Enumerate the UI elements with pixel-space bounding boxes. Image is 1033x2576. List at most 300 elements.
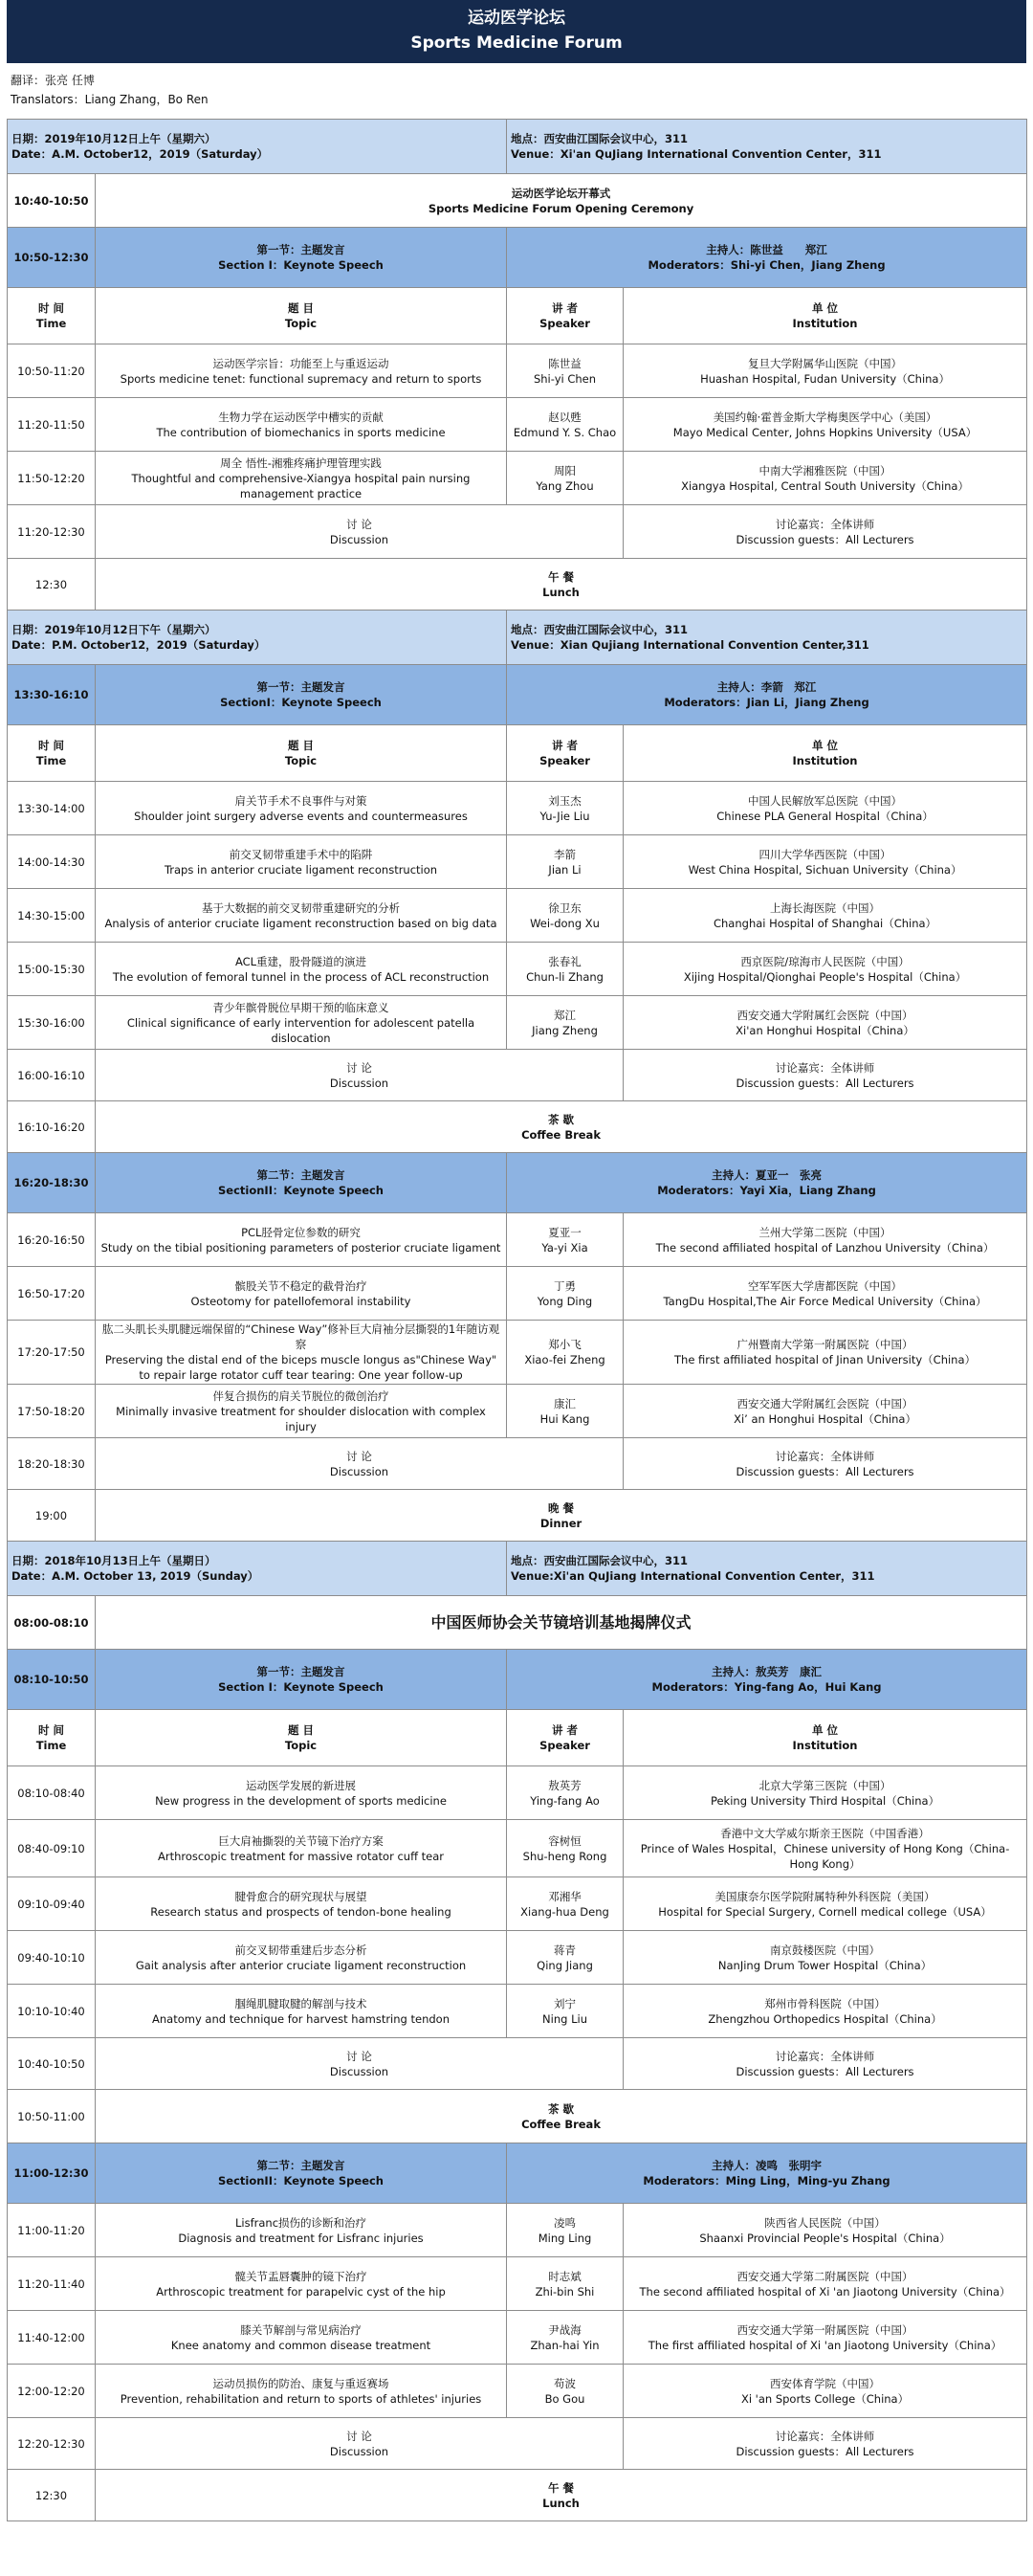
- moderators-en: Moderators：Jian Li，Jiang Zheng: [664, 696, 869, 709]
- venue-zh: 地点：西安曲江国际会议中心，311: [511, 623, 689, 636]
- talk-topic: [96, 1766, 507, 1820]
- lunch-time: 12:30: [8, 559, 96, 611]
- talk-row: [8, 996, 1027, 1050]
- institution-zh: 四川大学华西医院（中国）: [758, 847, 891, 861]
- venue-en: Venue:Xi'an QuJiang International Convention Center，311: [511, 1569, 875, 1583]
- talk-topic: [96, 2311, 507, 2365]
- discussion-zh: 讨 论: [346, 517, 372, 531]
- discussion-label: [96, 505, 624, 559]
- institution-zh: 西京医院/琼海市人民医院（中国）: [740, 954, 910, 968]
- header-institution-en: Institution: [792, 1739, 858, 1752]
- talk-institution: [624, 1877, 1027, 1931]
- speaker-en: Xiang-hua Deng: [520, 1904, 609, 1919]
- dinner-label: [96, 1490, 1027, 1542]
- talk-time: 11:50-12:20: [8, 452, 96, 505]
- opening-ceremony: [96, 174, 1027, 228]
- header-time-zh: 时 间: [37, 1723, 64, 1737]
- topic-en: Osteotomy for patellofemoral instability: [190, 1294, 411, 1308]
- talk-row: [8, 1267, 1027, 1321]
- lunch-time: 12:30: [8, 2470, 96, 2521]
- institution-en: TangDu Hospital,The Air Force Medical University（China）: [663, 1294, 987, 1308]
- dinner-row: [8, 1490, 1027, 1542]
- topic-zh: 生物力学在运动医学中槽实的贡献: [218, 410, 384, 424]
- talk-topic: [96, 1385, 507, 1438]
- topic-en: The evolution of femoral tunnel in the process of ACL reconstruction: [112, 969, 490, 984]
- discussion-guests-en: Discussion guests：All Lecturers: [736, 532, 914, 546]
- header-speaker-zh: 讲 者: [552, 301, 579, 315]
- date-venue-row: [8, 1542, 1027, 1596]
- talk-time: 08:10-08:40: [8, 1766, 96, 1820]
- moderators-en: Moderators：Ying-fang Ao，Hui Kang: [651, 1680, 882, 1694]
- topic-zh: PCL胫骨定位参数的研究: [241, 1225, 361, 1239]
- talk-speaker: [507, 452, 624, 505]
- topic-en: Anatomy and technique for harvest hamstring tendon: [152, 2011, 450, 2026]
- talk-topic: [96, 344, 507, 398]
- dinner-en: Dinner: [539, 1516, 582, 1530]
- discussion-row: [8, 2038, 1027, 2090]
- talk-topic: [96, 2365, 507, 2418]
- talk-time: 09:40-10:10: [8, 1931, 96, 1985]
- topic-zh: 腱骨愈合的研究现状与展望: [234, 1889, 367, 1903]
- talk-row: [8, 835, 1027, 889]
- talk-time: 15:30-16:00: [8, 996, 96, 1050]
- institution-en: The first affiliated hospital of Xi 'an Jiaotong University（China）: [648, 2338, 1002, 2352]
- talk-topic: [96, 782, 507, 835]
- talk-row: [8, 943, 1027, 996]
- opening-zh: 运动医学论坛开幕式: [511, 186, 611, 200]
- talk-row: [8, 344, 1027, 398]
- talk-institution: [624, 344, 1027, 398]
- header-institution-zh: 单 位: [812, 1723, 839, 1737]
- institution-en: Mayo Medical Center, Johns Hopkins University（USA）: [672, 425, 978, 439]
- talk-time: 11:40-12:00: [8, 2311, 96, 2365]
- discussion-guests-en: Discussion guests：All Lecturers: [736, 2444, 914, 2458]
- header-time: [8, 725, 96, 782]
- institution-zh: 美国康奈尔医学院附属特种外科医院（美国）: [714, 1889, 935, 1903]
- speaker-en: Ming Ling: [538, 2231, 592, 2245]
- lunch-row: [8, 559, 1027, 611]
- speaker-zh: 容树恒: [548, 1833, 582, 1848]
- talk-speaker: [507, 1267, 624, 1321]
- talk-institution: [624, 398, 1027, 452]
- institution-zh: 西安交通大学附属红会医院（中国）: [736, 1396, 913, 1410]
- header-time-en: Time: [35, 317, 67, 330]
- date-cell: [8, 611, 507, 665]
- topic-en: Preserving the distal end of the biceps muscle longus as"Chinese Way" to repair large rotator cuff tear tearing: One year follow-up: [104, 1353, 497, 1382]
- talk-speaker: [507, 943, 624, 996]
- opening-time: 10:40-10:50: [8, 174, 96, 228]
- section-row: [8, 2143, 1027, 2204]
- talk-institution: [624, 889, 1027, 943]
- talk-speaker: [507, 835, 624, 889]
- talk-topic: [96, 1820, 507, 1877]
- forum-title-en: Sports Medicine Forum: [410, 33, 623, 53]
- institution-en: Prince of Wales Hospital，Chinese university of Hong Kong（China-Hong Kong）: [640, 1841, 1010, 1871]
- forum-title-bar: [7, 0, 1026, 63]
- topic-zh: ACL重建，股骨隧道的演进: [234, 954, 367, 968]
- header-topic-en: Topic: [284, 754, 318, 767]
- coffee-break-time: 16:10-16:20: [8, 1101, 96, 1153]
- topic-en: Arthroscopic treatment for parapelvic cyst of the hip: [156, 2284, 446, 2298]
- header-speaker-en: Speaker: [539, 317, 590, 330]
- talk-speaker: [507, 2365, 624, 2418]
- moderators-en: Moderators：Yayi Xia，Liang Zhang: [657, 1184, 876, 1197]
- header-speaker-en: Speaker: [539, 754, 590, 767]
- header-institution: [624, 1710, 1027, 1766]
- section-time: 10:50-12:30: [8, 228, 96, 288]
- talk-speaker: [507, 1213, 624, 1267]
- topic-en: Knee anatomy and common disease treatment: [170, 2338, 431, 2352]
- header-time: [8, 288, 96, 344]
- discussion-guests-zh: 讨论嘉宾：全体讲师: [775, 1449, 875, 1463]
- speaker-en: Shu-heng Rong: [522, 1849, 607, 1863]
- discussion-row: [8, 1438, 1027, 1490]
- date-en: Date：A.M. October 13, 2019（Sunday）: [11, 1569, 259, 1583]
- moderators-en: Moderators：Shi-yi Chen，Jiang Zheng: [648, 258, 886, 272]
- topic-en: Shoulder joint surgery adverse events and countermeasures: [134, 809, 468, 823]
- header-row: [8, 1710, 1027, 1766]
- topic-en: New progress in the development of sports medicine: [155, 1793, 447, 1808]
- header-row: [8, 288, 1027, 344]
- institution-zh: 南京鼓楼医院（中国）: [770, 1943, 881, 1957]
- discussion-label: [96, 1438, 624, 1490]
- talk-row: [8, 1213, 1027, 1267]
- talk-speaker: [507, 1820, 624, 1877]
- header-speaker-en: Speaker: [539, 1739, 590, 1752]
- talk-speaker: [507, 1385, 624, 1438]
- venue-cell: [507, 120, 1027, 174]
- section-row: [8, 228, 1027, 288]
- venue-en: Venue：Xian Qujiang International Convention Center,311: [511, 638, 869, 652]
- discussion-en: Discussion: [329, 532, 389, 546]
- header-time: [8, 1710, 96, 1766]
- date-cell: [8, 120, 507, 174]
- topic-zh: 基于大数据的前交叉韧带重建研究的分析: [202, 900, 400, 915]
- discussion-guests-zh: 讨论嘉宾：全体讲师: [775, 1060, 875, 1075]
- header-institution: [624, 725, 1027, 782]
- coffee-break-label: [96, 2090, 1027, 2143]
- speaker-en: Wei-dong Xu: [530, 916, 600, 930]
- header-speaker-zh: 讲 者: [552, 1723, 579, 1737]
- date-venue-row: [8, 120, 1027, 174]
- section-title-zh: 第一节：主题发言: [256, 243, 345, 256]
- discussion-guests-zh: 讨论嘉宾：全体讲师: [775, 2049, 875, 2063]
- topic-en: Thoughtful and comprehensive-Xiangya hospital pain nursing management practice: [131, 471, 471, 500]
- talk-institution: [624, 2365, 1027, 2418]
- moderators: [507, 2143, 1027, 2204]
- talk-topic: [96, 2204, 507, 2257]
- speaker-en: Ning Liu: [542, 2011, 587, 2026]
- institution-zh: 广州暨南大学第一附属医院（中国）: [736, 1338, 913, 1351]
- header-speaker: [507, 288, 624, 344]
- speaker-en: Shi-yi Chen: [533, 371, 597, 386]
- section-time: 16:20-18:30: [8, 1153, 96, 1213]
- institution-zh: 北京大学第三医院（中国）: [758, 1778, 891, 1792]
- topic-zh: 前交叉韧带重建手术中的陷阱: [229, 847, 373, 861]
- header-institution: [624, 288, 1027, 344]
- institution-zh: 西安交通大学第二附属医院（中国）: [736, 2269, 913, 2283]
- moderators-zh: 主持人：凌鸣 张明宇: [712, 2159, 823, 2172]
- talk-topic: [96, 452, 507, 505]
- speaker-zh: 时志斌: [548, 2269, 582, 2283]
- talk-institution: [624, 1820, 1027, 1877]
- discussion-zh: 讨 论: [346, 1060, 372, 1075]
- talk-time: 10:10-10:40: [8, 1985, 96, 2038]
- header-row: [8, 725, 1027, 782]
- institution-en: NanJing Drum Tower Hospital（China）: [717, 1958, 933, 1972]
- talk-row: [8, 1985, 1027, 2038]
- talk-institution: [624, 1321, 1027, 1385]
- talk-row: [8, 782, 1027, 835]
- topic-en: Sports medicine tenet: functional supremacy and return to sports: [120, 371, 482, 386]
- section-time: 11:00-12:30: [8, 2143, 96, 2204]
- section-title: [96, 2143, 507, 2204]
- institution-zh: 上海长海医院（中国）: [770, 900, 881, 915]
- venue-cell: [507, 1542, 1027, 1596]
- ceremony-title: 中国医师协会关节镜培训基地揭牌仪式: [96, 1596, 1027, 1650]
- topic-en: Gait analysis after anterior cruciate ligament reconstruction: [135, 1958, 467, 1972]
- date-zh: 日期：2018年10月13日上午（星期日）: [11, 1554, 216, 1567]
- dinner-zh: 晚 餐: [548, 1500, 575, 1515]
- topic-en: Clinical significance of early intervention for adolescent patella dislocation: [126, 1015, 475, 1045]
- talk-institution: [624, 1931, 1027, 1985]
- institution-zh: 美国约翰·霍普金斯大学梅奥医学中心（美国）: [713, 410, 937, 424]
- coffee-break-row: [8, 2090, 1027, 2143]
- coffee-break-en: Coffee Break: [521, 2117, 601, 2131]
- date-cell: [8, 1542, 507, 1596]
- talk-topic: [96, 398, 507, 452]
- talk-row: [8, 1321, 1027, 1385]
- speaker-zh: 郑小飞: [548, 1338, 582, 1351]
- section-title: [96, 1650, 507, 1710]
- talk-topic: [96, 2257, 507, 2311]
- talk-institution: [624, 2257, 1027, 2311]
- talk-time: 12:00-12:20: [8, 2365, 96, 2418]
- section-title: [96, 1153, 507, 1213]
- institution-zh: 中南大学湘雅医院（中国）: [758, 463, 891, 477]
- discussion-en: Discussion: [329, 1464, 389, 1478]
- talk-row: [8, 889, 1027, 943]
- institution-en: Xi'an Honghui Hospital（China）: [736, 1023, 914, 1037]
- moderators: [507, 1153, 1027, 1213]
- talk-time: 17:50-18:20: [8, 1385, 96, 1438]
- coffee-break-row: [8, 1101, 1027, 1153]
- institution-en: The first affiliated hospital of Jinan University（China）: [674, 1353, 977, 1366]
- topic-zh: 伴复合损伤的肩关节脱位的微创治疗: [212, 1388, 389, 1403]
- talk-row: [8, 452, 1027, 505]
- header-speaker-zh: 讲 者: [552, 739, 579, 752]
- topic-en: Research status and prospects of tendon-bone healing: [150, 1904, 451, 1919]
- topic-en: Study on the tibial positioning parameters of posterior cruciate ligament: [100, 1240, 501, 1255]
- talk-speaker: [507, 344, 624, 398]
- talk-speaker: [507, 782, 624, 835]
- talk-institution: [624, 1213, 1027, 1267]
- discussion-guests-en: Discussion guests：All Lecturers: [736, 1464, 914, 1478]
- speaker-zh: 敖英芳: [548, 1778, 582, 1792]
- header-speaker: [507, 725, 624, 782]
- talk-time: 11:20-11:40: [8, 2257, 96, 2311]
- speaker-zh: 赵以甦: [548, 410, 582, 424]
- speaker-zh: 刘宁: [554, 1996, 577, 2010]
- talk-row: [8, 398, 1027, 452]
- topic-zh: Lisfranc损伤的诊断和治疗: [234, 2215, 367, 2230]
- talk-speaker: [507, 398, 624, 452]
- discussion-zh: 讨 论: [346, 2429, 372, 2443]
- discussion-time: 11:20-12:30: [8, 505, 96, 559]
- ceremony-time: 08:00-08:10: [8, 1596, 96, 1650]
- date-en: Date：A.M. October12，2019（Saturday）: [11, 147, 269, 161]
- translators: [7, 63, 1026, 119]
- talk-row: [8, 2204, 1027, 2257]
- topic-zh: 膝关节解剖与常见病治疗: [240, 2322, 362, 2337]
- talk-time: 14:00-14:30: [8, 835, 96, 889]
- institution-en: Xijing Hospital/Qionghai People's Hospital（China）: [683, 969, 967, 984]
- header-institution-zh: 单 位: [812, 739, 839, 752]
- moderators-zh: 主持人：陈世益 郑江: [706, 243, 827, 256]
- opening-en: Sports Medicine Forum Opening Ceremony: [428, 201, 694, 215]
- speaker-en: Zhan-hai Yin: [530, 2338, 600, 2352]
- header-time-zh: 时 间: [37, 739, 64, 752]
- discussion-time: 10:40-10:50: [8, 2038, 96, 2090]
- section-title-en: SectionI：Keynote Speech: [220, 696, 382, 709]
- talk-institution: [624, 835, 1027, 889]
- institution-en: Shaanxi Provincial People's Hospital（China）: [699, 2231, 951, 2245]
- speaker-zh: 凌鸣: [554, 2215, 577, 2230]
- talk-institution: [624, 2311, 1027, 2365]
- talk-row: [8, 1820, 1027, 1877]
- venue-zh: 地点：西安曲江国际会议中心，311: [511, 1554, 689, 1567]
- topic-en: Minimally invasive treatment for shoulder dislocation with complex injury: [116, 1404, 486, 1433]
- talk-topic: [96, 835, 507, 889]
- speaker-en: Edmund Y. S. Chao: [513, 425, 617, 439]
- speaker-zh: 尹战海: [548, 2322, 582, 2337]
- coffee-break-time: 10:50-11:00: [8, 2090, 96, 2143]
- date-en: Date：P.M. October12，2019（Saturday）: [11, 638, 266, 652]
- coffee-break-zh: 茶 歇: [548, 2101, 575, 2116]
- talk-institution: [624, 1985, 1027, 2038]
- moderators-zh: 主持人：夏亚一 张亮: [712, 1168, 823, 1182]
- topic-en: The contribution of biomechanics in sports medicine: [156, 425, 446, 439]
- section-time: 13:30-16:10: [8, 665, 96, 725]
- moderators: [507, 1650, 1027, 1710]
- speaker-en: Jian Li: [548, 862, 582, 877]
- date-zh: 日期：2019年10月12日上午（星期六）: [11, 132, 216, 145]
- talk-row: [8, 1877, 1027, 1931]
- moderators: [507, 665, 1027, 725]
- header-time-en: Time: [35, 754, 67, 767]
- institution-en: The second affiliated hospital of Xi 'an Jiaotong University（China）: [639, 2284, 1011, 2298]
- section-title-zh: 第二节：主题发言: [256, 2159, 345, 2172]
- talk-time: 13:30-14:00: [8, 782, 96, 835]
- discussion-time: 18:20-18:30: [8, 1438, 96, 1490]
- header-topic: [96, 725, 507, 782]
- discussion-row: [8, 1050, 1027, 1101]
- talk-row: [8, 1385, 1027, 1438]
- discussion-label: [96, 2418, 624, 2470]
- speaker-zh: 徐卫东: [548, 900, 582, 915]
- talk-speaker: [507, 1766, 624, 1820]
- header-topic-en: Topic: [284, 1739, 318, 1752]
- section-title-en: Section I：Keynote Speech: [218, 1680, 384, 1694]
- section-title-zh: 第二节：主题发言: [256, 1168, 345, 1182]
- talk-time: 11:20-11:50: [8, 398, 96, 452]
- header-institution-en: Institution: [792, 754, 858, 767]
- talk-time: 14:30-15:00: [8, 889, 96, 943]
- topic-zh: 髌股关节不稳定的截骨治疗: [234, 1278, 367, 1293]
- discussion-en: Discussion: [329, 1076, 389, 1090]
- translators-zh: 翻译：张亮 任博: [11, 74, 95, 87]
- speaker-zh: 张春礼: [548, 954, 582, 968]
- institution-en: Chinese PLA General Hospital（China）: [716, 809, 934, 823]
- talk-institution: [624, 782, 1027, 835]
- lunch-en: Lunch: [542, 585, 580, 599]
- institution-zh: 西安交通大学第一附属医院（中国）: [736, 2322, 913, 2337]
- talk-row: [8, 2257, 1027, 2311]
- discussion-guests-zh: 讨论嘉宾：全体讲师: [775, 2429, 875, 2443]
- section-time: 08:10-10:50: [8, 1650, 96, 1710]
- institution-en: The second affiliated hospital of Lanzhou University（China）: [655, 1240, 995, 1255]
- institution-zh: 香港中文大学威尔斯亲王医院（中国香港）: [720, 1826, 930, 1840]
- section-title: [96, 665, 507, 725]
- talk-topic: [96, 889, 507, 943]
- discussion-zh: 讨 论: [346, 1449, 372, 1463]
- talk-topic: [96, 1877, 507, 1931]
- topic-zh: 巨大肩袖撕裂的关节镜下治疗方案: [218, 1833, 384, 1848]
- lunch-zh: 午 餐: [548, 2480, 575, 2495]
- talk-speaker: [507, 1877, 624, 1931]
- topic-zh: 运动医学宗旨：功能至上与重返运动: [212, 356, 389, 370]
- institution-en: Xi 'an Sports College（China）: [740, 2391, 910, 2406]
- talk-row: [8, 1766, 1027, 1820]
- talk-institution: [624, 452, 1027, 505]
- talk-institution: [624, 1385, 1027, 1438]
- institution-zh: 陕西省人民医院（中国）: [764, 2215, 886, 2230]
- institution-zh: 空军军医大学唐都医院（中国）: [748, 1278, 903, 1293]
- coffee-break-label: [96, 1101, 1027, 1153]
- moderators-en: Moderators：Ming Ling，Ming-yu Zhang: [643, 2174, 890, 2187]
- talk-topic: [96, 996, 507, 1050]
- discussion-time: 16:00-16:10: [8, 1050, 96, 1101]
- header-time-en: Time: [35, 1739, 67, 1752]
- coffee-break-zh: 茶 歇: [548, 1112, 575, 1126]
- topic-en: Prevention, rehabilitation and return to sports of athletes' injuries: [120, 2391, 482, 2406]
- talk-speaker: [507, 1321, 624, 1385]
- schedule-table: [7, 119, 1027, 2521]
- speaker-zh: 丁勇: [554, 1278, 577, 1293]
- moderators: [507, 228, 1027, 288]
- speaker-en: Chun-li Zhang: [526, 969, 604, 984]
- venue-en: Venue：Xi'an QuJiang International Convention Center，311: [511, 147, 882, 161]
- header-topic: [96, 1710, 507, 1766]
- talk-institution: [624, 943, 1027, 996]
- program-page: [7, 0, 1026, 2521]
- discussion-label: [96, 2038, 624, 2090]
- talk-time: 16:20-16:50: [8, 1213, 96, 1267]
- institution-zh: 兰州大学第二医院（中国）: [758, 1225, 891, 1239]
- speaker-en: Ying-fang Ao: [530, 1793, 600, 1808]
- topic-zh: 腘绳肌腱取腱的解剖与技术: [234, 1996, 367, 2010]
- speaker-zh: 康汇: [554, 1396, 577, 1410]
- institution-en: Changhai Hospital of Shanghai（China）: [713, 916, 937, 930]
- talk-speaker: [507, 2257, 624, 2311]
- talk-time: 10:50-11:20: [8, 344, 96, 398]
- speaker-zh: 周阳: [554, 463, 577, 477]
- translators-en: Translators：Liang Zhang，Bo Ren: [11, 93, 209, 106]
- speaker-en: Jiang Zheng: [532, 1023, 598, 1037]
- speaker-en: Zhi-bin Shi: [535, 2284, 595, 2298]
- institution-en: Zhengzhou Orthopedics Hospital（China）: [708, 2011, 942, 2026]
- speaker-zh: 郑江: [554, 1008, 577, 1022]
